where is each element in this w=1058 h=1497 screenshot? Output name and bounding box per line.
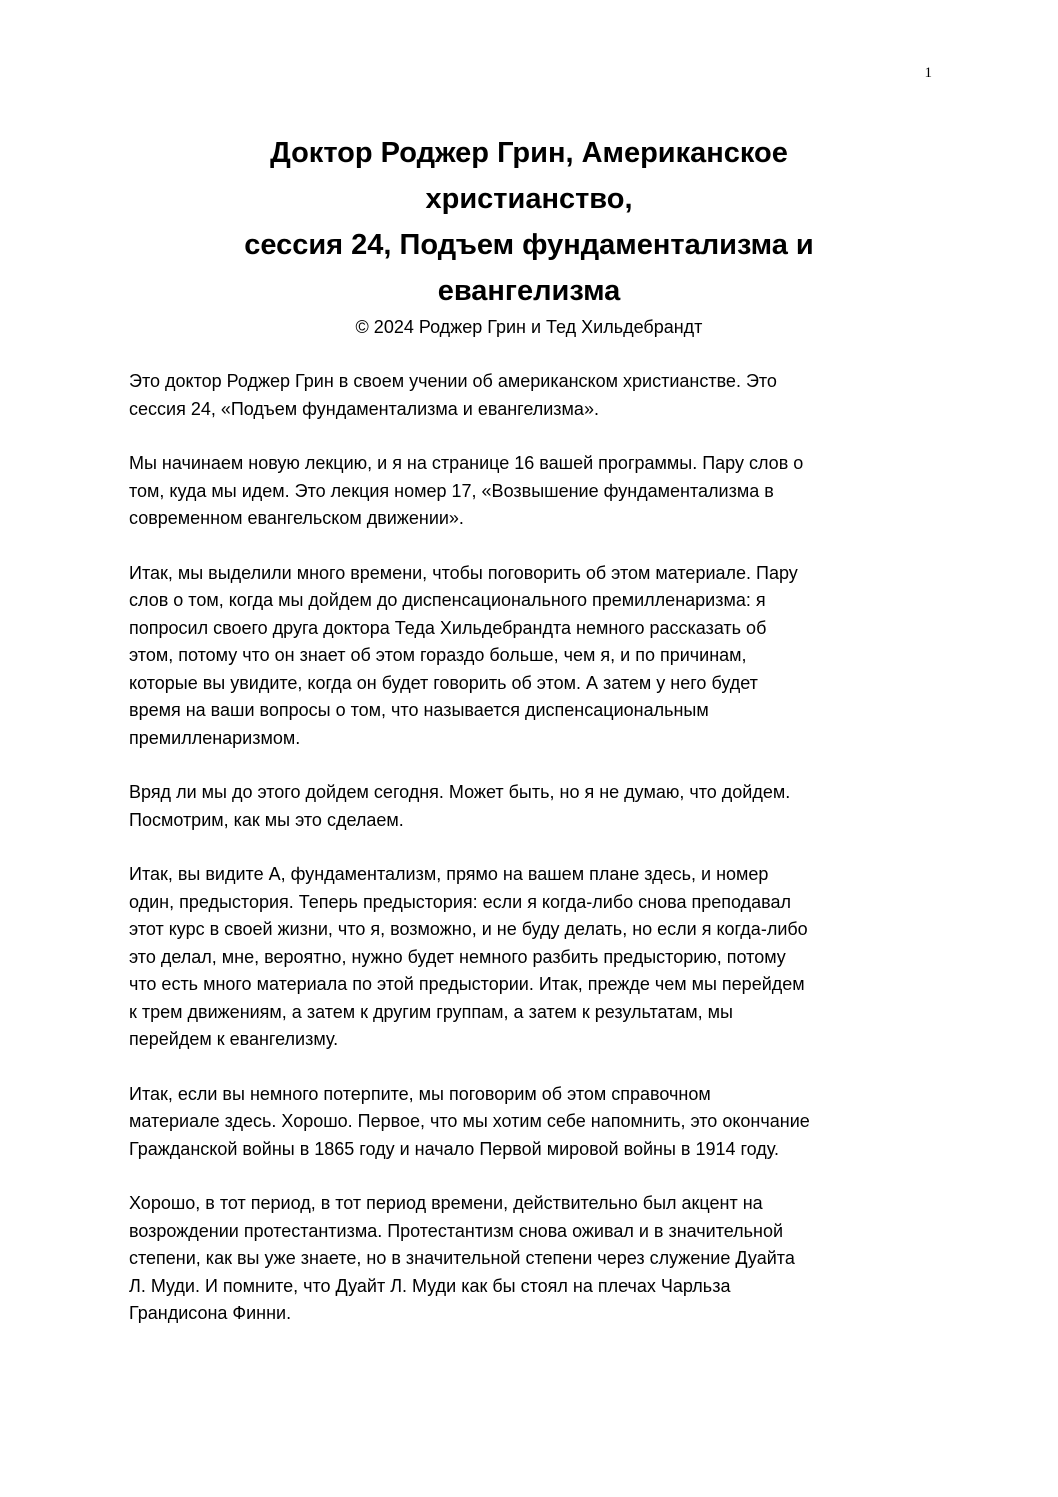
text-line: степени, как вы уже знаете, но в значительной степени через служение Дуайта xyxy=(129,1248,795,1268)
paragraph-new-lecture xyxy=(129,450,939,533)
text-line: возрождении протестантизма. Протестантизм снова оживал и в значительной xyxy=(129,1220,784,1241)
page-number: 1 xyxy=(924,65,932,81)
text-line: слов о том, когда мы дойдем до диспенсационального премилленаризма: я xyxy=(129,590,766,610)
text-line: время на ваши вопросы о том, что называется диспенсациональным xyxy=(129,700,709,720)
text-line: Мы начинаем новую лекцию, и я на странице 16 вашей программы. Пару слов о xyxy=(129,453,804,473)
title-line: христианство, xyxy=(425,183,633,215)
document-header xyxy=(129,130,929,339)
text-line: Итак, вы видите A, фундаментализм, прямо на вашем плане здесь, и номер xyxy=(129,864,769,884)
title-line: евангелизма xyxy=(437,275,621,307)
text-line: том, куда мы идем. Это лекция номер 17, «Возвышение фундаментализма в xyxy=(129,480,774,501)
text-line: этом, потому что он знает об этом гораздо больше, чем я, и по причинам, xyxy=(129,645,747,665)
text-line: Посмотрим, как мы это сделаем. xyxy=(129,809,404,830)
text-line: которые вы увидите, когда он будет говорить об этом. А затем у него будет xyxy=(129,672,758,693)
text-line: попросил своего друга доктора Теда Хильдебрандта немного рассказать об xyxy=(129,617,767,638)
text-line: Вряд ли мы до этого дойдем сегодня. Может быть, но я не думаю, что дойдем. xyxy=(129,782,791,802)
text-line: Итак, мы выделили много времени, чтобы поговорить об этом материале. Пару xyxy=(129,562,798,583)
text-line: перейдем к евангелизму. xyxy=(129,1029,339,1049)
text-line: Л. Муди. И помните, что Дуайт Л. Муди как бы стоял на плечах Чарльза xyxy=(129,1275,731,1296)
text-line: Это доктор Роджер Грин в своем учении об американском христианстве. Это xyxy=(129,371,777,391)
text-line: что есть много материала по этой предыстории. Итак, прежде чем мы перейдем xyxy=(129,974,805,994)
copyright-notice: © 2024 Роджер Грин и Тед Хильдебрандт xyxy=(355,317,703,337)
text-line: Грандисона Финни. xyxy=(129,1303,292,1323)
text-line: это делал, мне, вероятно, нужно будет немного разбить предысторию, потому xyxy=(129,946,786,967)
text-line: Хорошо, в тот период, в тот период времени, действительно был акцент на xyxy=(129,1193,763,1213)
text-line: Гражданской войны в 1865 году и начало Первой мировой войны в 1914 году. xyxy=(129,1138,779,1159)
text-line: сессия 24, «Подъем фундаментализма и евангелизма». xyxy=(129,398,599,419)
paragraph-moody xyxy=(129,1190,939,1328)
text-line: Итак, если вы немного потерпите, мы поговорим об этом справочном xyxy=(129,1083,711,1104)
paragraph-dispensational xyxy=(129,560,939,753)
paragraph-background xyxy=(129,861,939,1054)
text-line: премилленаризмом. xyxy=(129,727,301,748)
text-line: один, предыстория. Теперь предыстория: если я когда-либо снова преподавал xyxy=(129,891,792,912)
title-line: Доктор Роджер Грин, Американское xyxy=(270,137,788,169)
paragraph-today xyxy=(129,779,939,834)
document-body xyxy=(129,368,939,1355)
text-line: материале здесь. Хорошо. Первое, что мы хотим себе напомнить, это окончание xyxy=(129,1111,810,1131)
paragraph-intro xyxy=(129,368,939,423)
title-line: сессия 24, Подъем фундаментализма и xyxy=(244,229,814,261)
paragraph-civil-war xyxy=(129,1081,939,1164)
text-line: этот курс в своей жизни, что я, возможно, и не буду делать, но если я когда-либо xyxy=(129,919,808,939)
text-line: современном евангельском движении». xyxy=(129,508,464,528)
text-line: к трем движениям, а затем к другим группам, а затем к результатам, мы xyxy=(129,1001,733,1022)
